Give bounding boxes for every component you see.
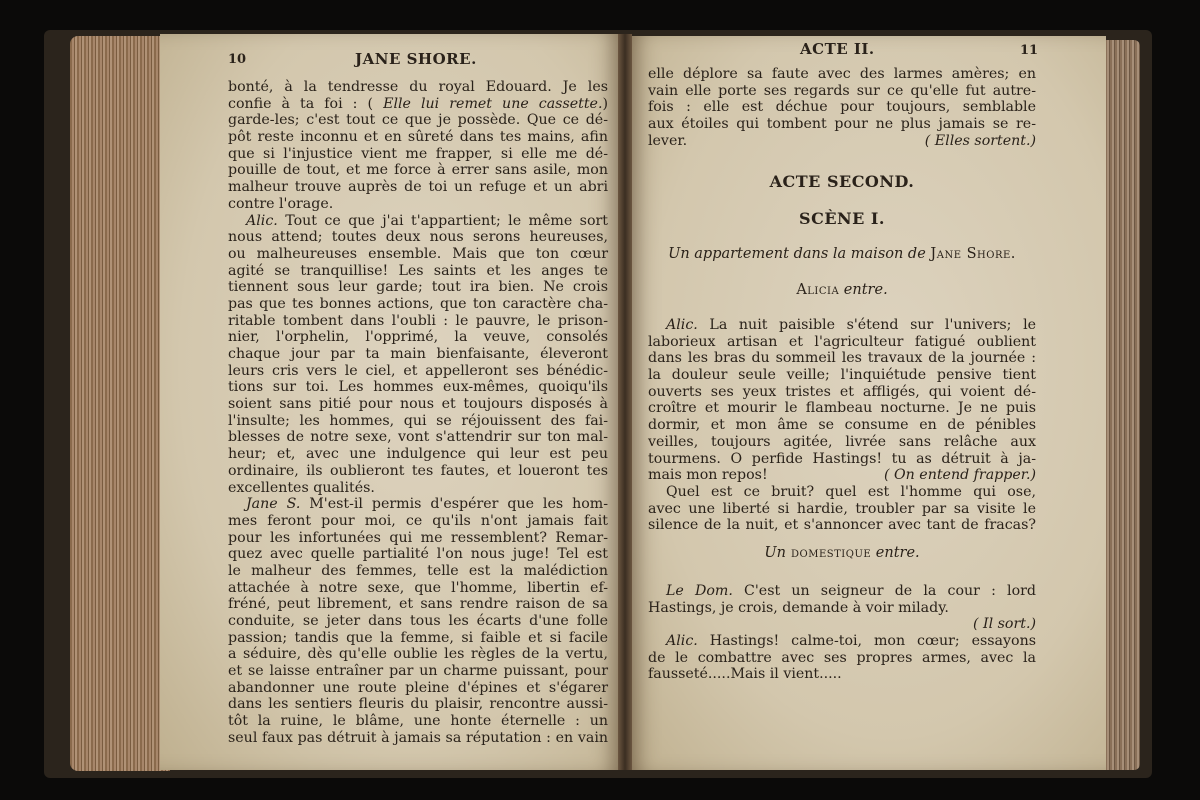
text-segment: lever. [648, 132, 688, 149]
text-segment: que si l'injustice vient me frapper, si elle me dé- [228, 145, 608, 162]
text-segment: soient sans pitié pour nous et toujours disposés à [228, 396, 608, 413]
page-edges-left [70, 36, 170, 771]
text-segment: passion; tandis que la femme, si faible et si facile [228, 629, 608, 646]
entrance-alicia [648, 282, 1036, 298]
text-segment: heur; et, avec une indulgence qui leur est peu [228, 446, 608, 463]
text-line [228, 246, 608, 263]
text-segment: l'insulte; les hommes, qui se réjouissent des fai- [228, 412, 608, 429]
text-line [648, 317, 1036, 334]
text-segment: vain elle porte ses regards sur ce qu'elle fut autre- [648, 82, 1036, 99]
italic-text: ( Elles sortent.) [924, 132, 1036, 149]
text-line [228, 513, 608, 530]
text-line [648, 517, 1036, 534]
text-line [228, 162, 608, 179]
text-segment: bonté, à la tendresse du royal Edouard. Je les [228, 79, 608, 95]
text-line [228, 146, 608, 163]
text-line [228, 663, 608, 680]
text-line [228, 530, 608, 547]
text-line [648, 99, 1036, 116]
text-segment: Tout ce que j'ai t'appartient; le même sort [277, 212, 608, 229]
text-line [228, 129, 608, 146]
text-segment: et se laisse entraîner par un charme puissant, pour [228, 663, 608, 680]
running-head-right: ACTE II. [800, 40, 875, 58]
italic-text: Alic. [666, 317, 698, 333]
text-segment: fausseté.....Mais il vient..... [648, 666, 842, 683]
text-segment: Quel est ce bruit? quel est l'homme qui ose, [666, 483, 1036, 500]
text-line [228, 196, 608, 213]
page-edges-right [1100, 40, 1140, 770]
text-segment: tourmens. O perfide Hastings! tu as détruit à ja- [648, 450, 1036, 467]
text-line [228, 480, 608, 497]
italic-text: Jane S. [246, 496, 301, 513]
text-line [648, 434, 1036, 451]
text-segment: ritable tombent dans l'oubli : le pauvre, le prison- [228, 312, 608, 329]
text-line [648, 666, 1036, 683]
text-segment: tôt la ruine, le blâme, une honte éternelle : un [228, 713, 608, 730]
text-segment: excellentes qualités. [228, 479, 375, 496]
italic-text: Le Dom. [666, 583, 733, 599]
text-segment: ou malheureuses ensemble. Mais que ton cœur [228, 245, 608, 262]
text-segment: croître et mourir le flambeau nocturne. Je ne puis [648, 400, 1036, 417]
text-segment: malheur trouve auprès de toi un refuge et un abri [228, 179, 608, 196]
text-line [228, 563, 608, 580]
text-line [228, 680, 608, 697]
text-line [228, 263, 608, 280]
text-line [228, 446, 608, 463]
text-line [648, 417, 1036, 434]
text-line [228, 279, 608, 296]
text-line [228, 463, 608, 480]
text-segment: attachée à notre sexe, que l'homme, libertin ef- [228, 579, 608, 596]
text-segment: leurs cris vers le ciel, et appelleront ses bénédic- [228, 362, 608, 379]
text-segment: nous attend; toutes deux nous serons heureuses, [228, 229, 608, 246]
text-line [228, 730, 608, 747]
text-segment: fréné, peut librement, et sans rendre raison de sa [228, 596, 608, 613]
text-line [228, 646, 608, 663]
text-line [228, 96, 608, 113]
text-line [648, 600, 1036, 617]
scene-title: SCÈNE I. [799, 209, 885, 228]
text-line [648, 384, 1036, 401]
italic-text: Elle lui remet une cassette. [383, 95, 603, 112]
text-line [228, 713, 608, 730]
text-segment: la douleur seule veille; l'inquiétude pensive tient [648, 367, 1036, 384]
text-segment: avec une liberté si hardie, troubler par sa visite le [648, 500, 1036, 517]
setting-name: Jane Shore. [930, 246, 1016, 262]
text-line [228, 79, 608, 96]
scene-setting [648, 246, 1036, 262]
text-segment: dormir, et mon âme se consume en de pénibles [648, 417, 1036, 434]
page-number-right: 11 [1020, 43, 1039, 58]
text-segment: blesses de notre sexe, vont s'attendrir sur ton mal- [228, 429, 608, 446]
text-line [648, 616, 1036, 633]
text-line [648, 633, 1036, 650]
text-segment: mais mon repos! [648, 467, 768, 484]
text-segment: ordinaire, ils oublieront tes fautes, et loueront tes [228, 462, 608, 479]
text-segment: pôt reste inconnu et en sûreté dans tes mains, afin [228, 129, 608, 146]
text-line [228, 229, 608, 246]
text-line [648, 484, 1036, 501]
text-segment: quez avec quelle partialité l'on nous juge! Tel est [228, 546, 608, 563]
text-line [228, 346, 608, 363]
text-segment: silence de la nuit, et s'annoncer avec tant de fracas? [648, 517, 1036, 534]
text-line [228, 379, 608, 396]
text-line [648, 400, 1036, 417]
text-line [228, 213, 608, 230]
text-segment: pouille de tout, et me force à errer sans asile, mon [228, 162, 608, 179]
text-line [228, 313, 608, 330]
text-segment: laborieux artisan et l'agriculteur fatigué oublient [648, 333, 1036, 350]
text-line [648, 66, 1036, 83]
italic-text: Alic. [666, 633, 698, 650]
text-segment: dans les sentiers fleuris du plaisir, rencontre aussi- [228, 696, 608, 713]
text-segment: Hastings! calme-toi, mon cœur; essayons [697, 633, 1036, 650]
text-segment: La nuit paisible s'étend sur l'univers; le [697, 317, 1036, 333]
text-line [228, 613, 608, 630]
text-segment: pas que tes bonnes actions, que ton caractère cha- [228, 295, 608, 312]
text-line [648, 350, 1036, 367]
text-segment: le malheur des femmes, telle est la malédiction [228, 562, 608, 579]
text-line [648, 334, 1036, 351]
text-line [648, 367, 1036, 384]
text-line [228, 296, 608, 313]
text-line [648, 650, 1036, 667]
text-line [228, 363, 608, 380]
text-segment: elle déplore sa faute avec des larmes amères; en [648, 66, 1036, 82]
italic-text: ( On entend frapper.) [883, 467, 1036, 484]
text-segment: garde-les; c'est tout ce que je possède. Que ce dé- [228, 112, 608, 129]
text-segment: contre l'orage. [228, 195, 334, 212]
text-line [648, 133, 1036, 150]
text-segment: seul faux pas détruit à jamais sa réputation : en vain [228, 729, 608, 746]
text-segment: M'est-il permis d'espérer que les hom- [300, 496, 608, 513]
setting-text: Un appartement dans la maison de [668, 246, 931, 262]
text-line [228, 546, 608, 563]
text-segment: ) [602, 95, 608, 112]
left-page-text [228, 79, 608, 747]
text-segment: tiennent sous leur garde; tout ira bien. Ne crois [228, 279, 608, 296]
text-line [648, 467, 1036, 484]
text-line [228, 429, 608, 446]
right-text-block-3 [648, 583, 1036, 683]
text-segment: pour les infortunées qui me ressemblent? Remar- [228, 529, 608, 546]
text-line [228, 396, 608, 413]
text-segment: dans les bras du sommeil les travaux de la journée : [648, 350, 1036, 367]
act-title: ACTE SECOND. [769, 172, 915, 191]
text-segment: de le combattre avec ses propres armes, avec la [648, 649, 1036, 666]
text-segment: chaque jour par ta main bienfaisante, éleveront [228, 346, 608, 362]
text-line [228, 596, 608, 613]
text-line [648, 501, 1036, 518]
text-line [228, 112, 608, 129]
article: Un [764, 545, 786, 561]
text-segment: C'est un seigneur de la cour : lord [732, 583, 1036, 599]
text-segment: nier, l'orphelin, l'opprimé, la veuve, consolés [228, 329, 608, 346]
text-line [228, 496, 608, 513]
text-segment: mes feront pour moi, ce qu'ils n'ont jamais fait [228, 512, 608, 529]
running-head-left: JANE SHORE. [355, 50, 477, 68]
page-number-left: 10 [228, 52, 247, 67]
text-segment: abandonner une route pleine d'épines et s'égarer [228, 679, 608, 696]
stage-direction: entre. [839, 282, 888, 298]
text-segment: confie à ta foi : ( [228, 95, 384, 112]
italic-text: Alic. [246, 212, 278, 229]
text-segment: conduite, se jeter dans tous les écarts d'une folle [228, 613, 608, 629]
text-line [228, 630, 608, 647]
text-line [648, 583, 1036, 600]
text-segment: Hastings, je crois, demande à voir milady. [648, 599, 949, 616]
text-line [228, 580, 608, 597]
text-segment: fois : elle est déchue pour toujours, semblable [648, 99, 1036, 116]
book-gutter [618, 34, 632, 770]
text-segment: veilles, toujours agitée, livrée sans relâche aux [648, 433, 1036, 450]
character-name: domestique [785, 545, 872, 561]
right-text-block-2 [648, 317, 1036, 534]
right-text-block-1 [648, 66, 1036, 149]
text-line [648, 116, 1036, 133]
stage-direction: entre. [871, 545, 920, 561]
text-segment: ouverts ses yeux tristes et affligés, qui voient dé- [648, 383, 1036, 400]
text-line [648, 83, 1036, 100]
character-name: Alicia [796, 282, 840, 298]
italic-text: ( Il sort.) [972, 616, 1036, 633]
text-line [228, 413, 608, 430]
text-line [648, 451, 1036, 468]
text-segment: tions sur toi. Les hommes eux-mêmes, quoiqu'ils [228, 379, 608, 396]
text-line [228, 696, 608, 713]
text-segment: agité se tranquillise! Les saints et les anges te [228, 262, 608, 279]
text-line [228, 179, 608, 196]
entrance-domestique [648, 545, 1036, 561]
text-line [228, 329, 608, 346]
text-segment: a séduire, dès qu'elle oublie les règles de la vertu, [228, 646, 608, 663]
text-segment: aux étoiles qui tombent pour ne plus jamais se re- [648, 116, 1036, 133]
